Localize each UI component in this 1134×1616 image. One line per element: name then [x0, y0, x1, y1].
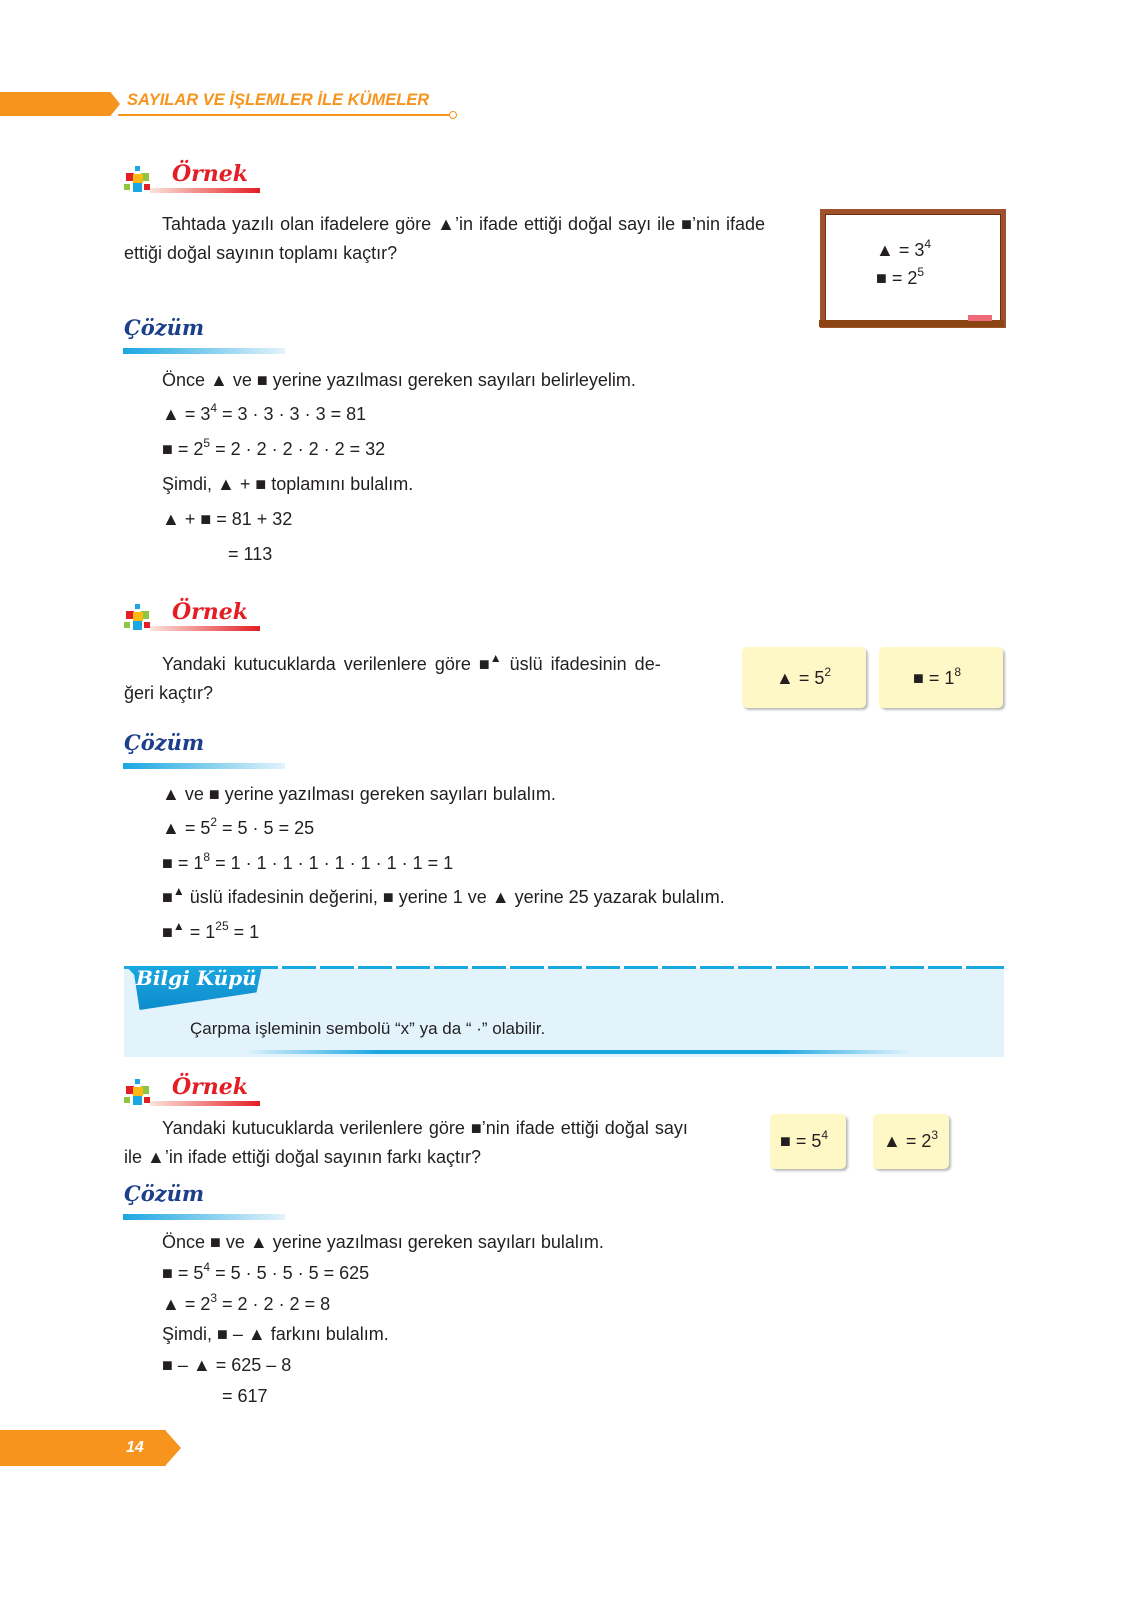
- text-segment: Önce ▲ ve ■ yerine yazılması gereken sayıları belirleyelim.: [162, 370, 636, 390]
- info-box-text: Çarpma işleminin sembolü “x” ya da “ ·” olabilir.: [190, 1019, 546, 1038]
- solution-heading: Çözüm: [124, 1181, 205, 1206]
- question-line: [162, 653, 661, 675]
- given-value: [913, 667, 961, 689]
- superscript: 8: [954, 665, 962, 679]
- text-segment: ■: [162, 922, 173, 942]
- superscript: 8: [203, 850, 211, 864]
- text-segment: = 5 · 5 = 25: [217, 818, 315, 838]
- eraser-icon: [968, 315, 992, 321]
- solution-line: [162, 783, 556, 805]
- example-heading-underline: [150, 188, 260, 193]
- given-value: [776, 667, 831, 689]
- text-segment: ▲ = 5: [162, 818, 211, 838]
- info-box-bottom-line: [244, 1050, 910, 1054]
- solution-heading-underline: [123, 348, 285, 354]
- solution-line: [162, 1354, 291, 1376]
- info-box-dashed-border: [260, 966, 1000, 969]
- board-line: [876, 267, 924, 289]
- text-segment: Şimdi, ▲ + ■ toplamını bulalım.: [162, 474, 414, 494]
- info-box-title: Bilgi Küpü: [136, 966, 257, 990]
- solution-line: [162, 817, 314, 839]
- cubes-icon: [123, 603, 153, 631]
- text-segment: = 1: [228, 922, 260, 942]
- example-heading-underline: [150, 1101, 260, 1106]
- text-segment: ■: [162, 887, 173, 907]
- text-segment: ğeri kaçtır?: [124, 683, 214, 703]
- text-segment: Önce ■ ve ▲ yerine yazılması gereken sayıları bulalım.: [162, 1232, 604, 1252]
- superscript: 5: [203, 436, 211, 450]
- solution-heading: Çözüm: [124, 730, 205, 755]
- text-segment: ettiği doğal sayının toplamı kaçtır?: [124, 243, 398, 263]
- superscript: 4: [210, 401, 218, 415]
- solution-line: [222, 1385, 268, 1407]
- text-segment: ■ = 2: [876, 268, 918, 288]
- solution-line: [162, 369, 636, 391]
- text-segment: = 3 · 3 · 3 · 3 = 81: [217, 404, 367, 424]
- text-segment: = 1 · 1 · 1 · 1 · 1 · 1 · 1 · 1 = 1: [210, 853, 454, 873]
- solution-line: [162, 1262, 369, 1284]
- superscript: 2: [824, 665, 832, 679]
- solution-line: [162, 403, 366, 425]
- text-segment: ■ = 2: [162, 439, 204, 459]
- solution-line: [162, 1323, 389, 1345]
- text-segment: = 2 · 2 · 2 · 2 · 2 = 32: [210, 439, 386, 459]
- page-number-arrow: [165, 1430, 181, 1466]
- text-segment: ■ = 5: [780, 1131, 822, 1151]
- chapter-title: SAYILAR VE İŞLEMLER İLE KÜMELER: [127, 91, 430, 109]
- cubes-icon: [123, 1078, 153, 1106]
- text-segment: üslü ifadesinin de-: [501, 654, 661, 674]
- header-underline: [118, 114, 450, 116]
- question-line: [162, 213, 765, 235]
- text-segment: ■ – ▲ = 625 – 8: [162, 1355, 292, 1375]
- text-segment: ▲ = 2: [883, 1131, 932, 1151]
- header-arrow: [104, 92, 120, 116]
- example-heading-underline: [150, 626, 260, 631]
- text-segment: ▲ = 3: [876, 240, 925, 260]
- text-segment: = 5 · 5 · 5 · 5 = 625: [210, 1263, 370, 1283]
- question-line: [124, 242, 397, 264]
- superscript: ▲: [489, 651, 502, 665]
- text-segment: ▲ + ■ = 81 + 32: [162, 509, 293, 529]
- superscript: ▲: [172, 919, 185, 933]
- solution-line: [162, 852, 453, 874]
- superscript: 2: [210, 815, 218, 829]
- question-line: [124, 682, 213, 704]
- chalkboard-ledge: [819, 320, 1004, 327]
- text-segment: ■ = 5: [162, 1263, 204, 1283]
- cubes-icon: [123, 165, 153, 193]
- text-segment: ▲ = 5: [776, 668, 825, 688]
- given-value: [883, 1130, 938, 1152]
- solution-heading: Çözüm: [124, 315, 205, 340]
- text-segment: Şimdi, ■ – ▲ farkını bulalım.: [162, 1324, 389, 1344]
- text-segment: = 113: [228, 544, 273, 564]
- example-heading: Örnek: [172, 161, 248, 187]
- solution-line: [162, 921, 259, 943]
- solution-line: [162, 1231, 604, 1253]
- text-segment: Yandaki kutucuklarda verilenlere göre ■’nin ifade ettiği doğal sayı: [162, 1118, 688, 1138]
- text-segment: üslü ifadesinin değerini, ■ yerine 1 ve ▲ yerine 25 yazarak bulalım.: [184, 887, 725, 907]
- solution-line: [162, 438, 385, 460]
- header-bar: [0, 92, 110, 116]
- text-segment: ▲ = 3: [162, 404, 211, 424]
- text-segment: ile ▲’in ifade ettiği doğal sayının farkı kaçtır?: [124, 1147, 481, 1167]
- solution-line: [162, 1293, 330, 1315]
- superscript: 4: [821, 1128, 829, 1142]
- example-heading: Örnek: [172, 1074, 248, 1100]
- text-segment: = 1: [184, 922, 216, 942]
- text-segment: = 2 · 2 · 2 = 8: [217, 1294, 331, 1314]
- page-number: 14: [126, 1439, 144, 1456]
- given-value: [780, 1130, 828, 1152]
- example-heading: Örnek: [172, 599, 248, 625]
- text-segment: ▲ ve ■ yerine yazılması gereken sayıları bulalım.: [162, 784, 556, 804]
- superscript: 4: [924, 237, 932, 251]
- solution-heading-underline: [123, 763, 285, 769]
- superscript: 3: [210, 1291, 218, 1305]
- solution-line: [162, 886, 725, 908]
- solution-line: [162, 508, 292, 530]
- solution-heading-underline: [123, 1214, 285, 1220]
- superscript: 5: [917, 265, 925, 279]
- superscript: 25: [215, 919, 229, 933]
- solution-line: [162, 473, 413, 495]
- text-segment: Tahtada yazılı olan ifadelere göre ▲’in ifade ettiği doğal sayı ile ■’nin ifade: [162, 214, 766, 234]
- superscript: 3: [931, 1128, 939, 1142]
- question-line: [124, 1146, 481, 1168]
- superscript: ▲: [172, 884, 185, 898]
- text-segment: Yandaki kutucuklarda verilenlere göre ■: [162, 654, 490, 674]
- board-line: [876, 239, 931, 261]
- solution-line: [228, 543, 272, 565]
- text-segment: ▲ = 2: [162, 1294, 211, 1314]
- question-line: [162, 1117, 688, 1139]
- superscript: 4: [203, 1260, 211, 1274]
- text-segment: ■ = 1: [913, 668, 955, 688]
- text-segment: = 617: [222, 1386, 268, 1406]
- header-dot: [449, 111, 457, 119]
- text-segment: ■ = 1: [162, 853, 204, 873]
